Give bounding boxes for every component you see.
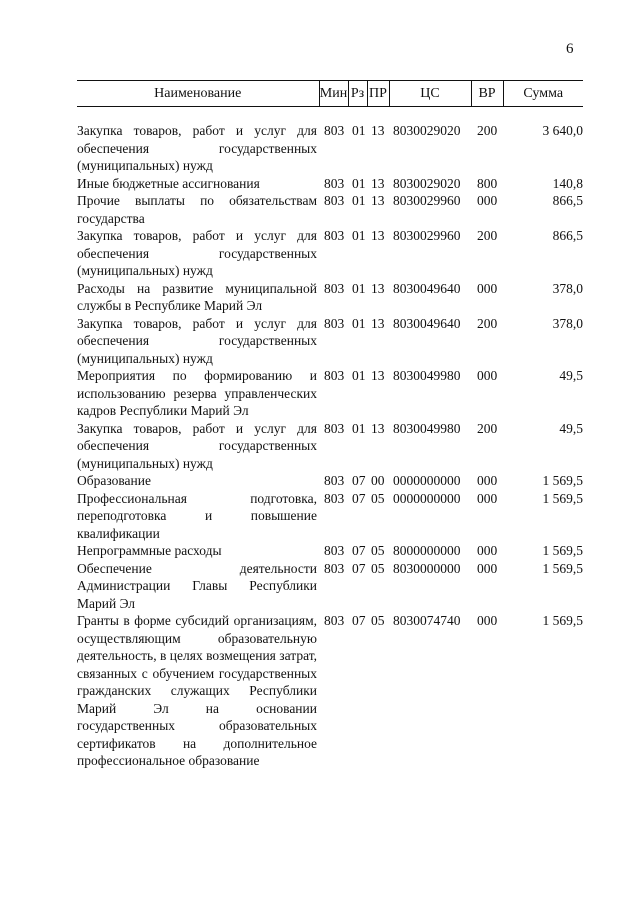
row-vr: 200 (477, 315, 498, 331)
row-rz: 07 (352, 613, 366, 628)
row-name: Непрограммные расходы (77, 543, 222, 558)
row-pr: 13 (371, 123, 385, 138)
row-cs: 8030029020 (393, 123, 461, 138)
row-vr: 000 (477, 613, 498, 628)
row-cs: 8030049640 (393, 315, 461, 331)
row-rz: 01 (352, 123, 366, 138)
row-rz: 01 (352, 420, 366, 436)
row-cs: 8030000000 (393, 560, 461, 576)
row-vr: 000 (477, 473, 498, 488)
row-cs: 8030029960 (393, 228, 461, 243)
row-name: Профессиональная подготовка, переподготовка и повышение квалификации (77, 490, 317, 541)
row-min: 803 (324, 473, 345, 488)
header-name: Наименование (77, 81, 319, 107)
row-cs: 8000000000 (393, 543, 461, 558)
row-vr: 000 (477, 560, 498, 576)
row-pr: 05 (371, 490, 385, 506)
table-row (77, 472, 583, 490)
row-rz: 01 (352, 280, 366, 296)
row-pr: 13 (371, 368, 385, 383)
row-pr: 05 (371, 560, 385, 576)
table-row (77, 280, 583, 315)
row-sum: 1 569,5 (542, 490, 583, 506)
table-row (77, 175, 583, 193)
row-pr: 13 (371, 175, 385, 191)
row-sum: 1 569,5 (542, 560, 583, 576)
table-spacer (77, 107, 583, 123)
row-vr: 800 (477, 175, 498, 191)
row-name: Расходы на развитие муниципальной службы в Республике Марий Эл (77, 280, 317, 313)
row-min: 803 (324, 613, 345, 628)
row-name: Образование (77, 473, 151, 488)
table-row (77, 490, 583, 543)
row-pr: 13 (371, 280, 385, 296)
row-name: Обеспечение деятельности Администрации Главы Республики Марий Эл (77, 560, 317, 611)
row-vr: 000 (477, 543, 498, 558)
row-min: 803 (324, 368, 345, 383)
row-cs: 8030074740 (393, 613, 461, 628)
row-name: Закупка товаров, работ и услуг для обеспечения государственных (муниципальных) нужд (77, 420, 317, 471)
row-rz: 01 (352, 193, 366, 208)
row-cs: 8030029960 (393, 193, 461, 208)
table-row (77, 560, 583, 613)
row-sum: 866,5 (552, 228, 583, 243)
row-pr: 13 (371, 193, 385, 208)
table-row (77, 192, 583, 227)
row-pr: 13 (371, 420, 385, 436)
row-vr: 000 (477, 193, 498, 208)
row-pr: 13 (371, 228, 385, 243)
row-min: 803 (324, 420, 345, 436)
row-vr: 200 (477, 420, 498, 436)
row-sum: 378,0 (552, 315, 583, 331)
row-name: Прочие выплаты по обязательствам государства (77, 193, 317, 226)
row-min: 803 (324, 228, 345, 243)
budget-table (77, 80, 583, 770)
row-vr: 000 (477, 368, 498, 383)
row-sum: 1 569,5 (542, 543, 583, 558)
row-min: 803 (324, 490, 345, 506)
table-body (77, 107, 583, 770)
header-row (77, 81, 583, 107)
row-vr: 200 (477, 123, 498, 138)
row-min: 803 (324, 193, 345, 208)
row-pr: 05 (371, 543, 385, 558)
row-min: 803 (324, 280, 345, 296)
row-sum: 378,0 (552, 280, 583, 296)
row-vr: 000 (477, 490, 498, 506)
row-rz: 01 (352, 228, 366, 243)
row-name: Гранты в форме субсидий организациям, осуществляющим образовательную деятельность, в целях возмещения затрат, связанных с обучением государственных гражданских служащих Республики Марий Эл на основании государственных образовательных сертификатов на дополнительное профессиональное образование (77, 613, 317, 768)
row-sum: 3 640,0 (542, 123, 583, 138)
budget-table-container (77, 80, 583, 770)
row-sum: 1 569,5 (542, 613, 583, 628)
table-row (77, 542, 583, 560)
row-cs: 0000000000 (393, 473, 461, 488)
table-row (77, 612, 583, 770)
header-cs: ЦС (389, 81, 471, 107)
header-pr: ПР (367, 81, 389, 107)
row-rz: 07 (352, 560, 366, 576)
row-cs: 0000000000 (393, 490, 461, 506)
header-min: Мин (319, 81, 348, 107)
table-row (77, 315, 583, 368)
row-sum: 140,8 (552, 175, 583, 191)
row-cs: 8030049980 (393, 368, 461, 383)
row-pr: 05 (371, 613, 385, 628)
row-rz: 07 (352, 490, 366, 506)
row-rz: 07 (352, 543, 366, 558)
row-cs: 8030029020 (393, 175, 461, 191)
row-sum: 866,5 (552, 193, 583, 208)
row-sum: 49,5 (559, 368, 583, 383)
row-min: 803 (324, 315, 345, 331)
table-row (77, 122, 583, 175)
row-cs: 8030049980 (393, 420, 461, 436)
row-rz: 01 (352, 315, 366, 331)
row-name: Мероприятия по формированию и использованию резерва управленческих кадров Республики Марий Эл (77, 368, 317, 418)
table-row (77, 367, 583, 420)
row-rz: 01 (352, 175, 366, 191)
table-header (77, 81, 583, 107)
row-min: 803 (324, 175, 345, 191)
row-sum: 1 569,5 (542, 473, 583, 488)
row-vr: 200 (477, 228, 498, 243)
row-name: Закупка товаров, работ и услуг для обеспечения государственных (муниципальных) нужд (77, 228, 317, 278)
row-sum: 49,5 (559, 420, 583, 436)
row-rz: 01 (352, 368, 366, 383)
table-row (77, 420, 583, 473)
row-min: 803 (324, 543, 345, 558)
header-sum: Сумма (503, 81, 583, 107)
row-name: Закупка товаров, работ и услуг для обеспечения государственных (муниципальных) нужд (77, 315, 317, 366)
row-min: 803 (324, 560, 345, 576)
header-vr: ВР (471, 81, 503, 107)
row-cs: 8030049640 (393, 280, 461, 296)
row-vr: 000 (477, 280, 498, 296)
row-pr: 00 (371, 473, 385, 488)
page-number: 6 (566, 41, 574, 57)
row-pr: 13 (371, 315, 385, 331)
header-rz: Рз (348, 81, 367, 107)
row-min: 803 (324, 123, 345, 138)
row-name: Иные бюджетные ассигнования (77, 175, 260, 191)
row-rz: 07 (352, 473, 366, 488)
row-name: Закупка товаров, работ и услуг для обеспечения государственных (муниципальных) нужд (77, 123, 317, 173)
table-row (77, 227, 583, 280)
